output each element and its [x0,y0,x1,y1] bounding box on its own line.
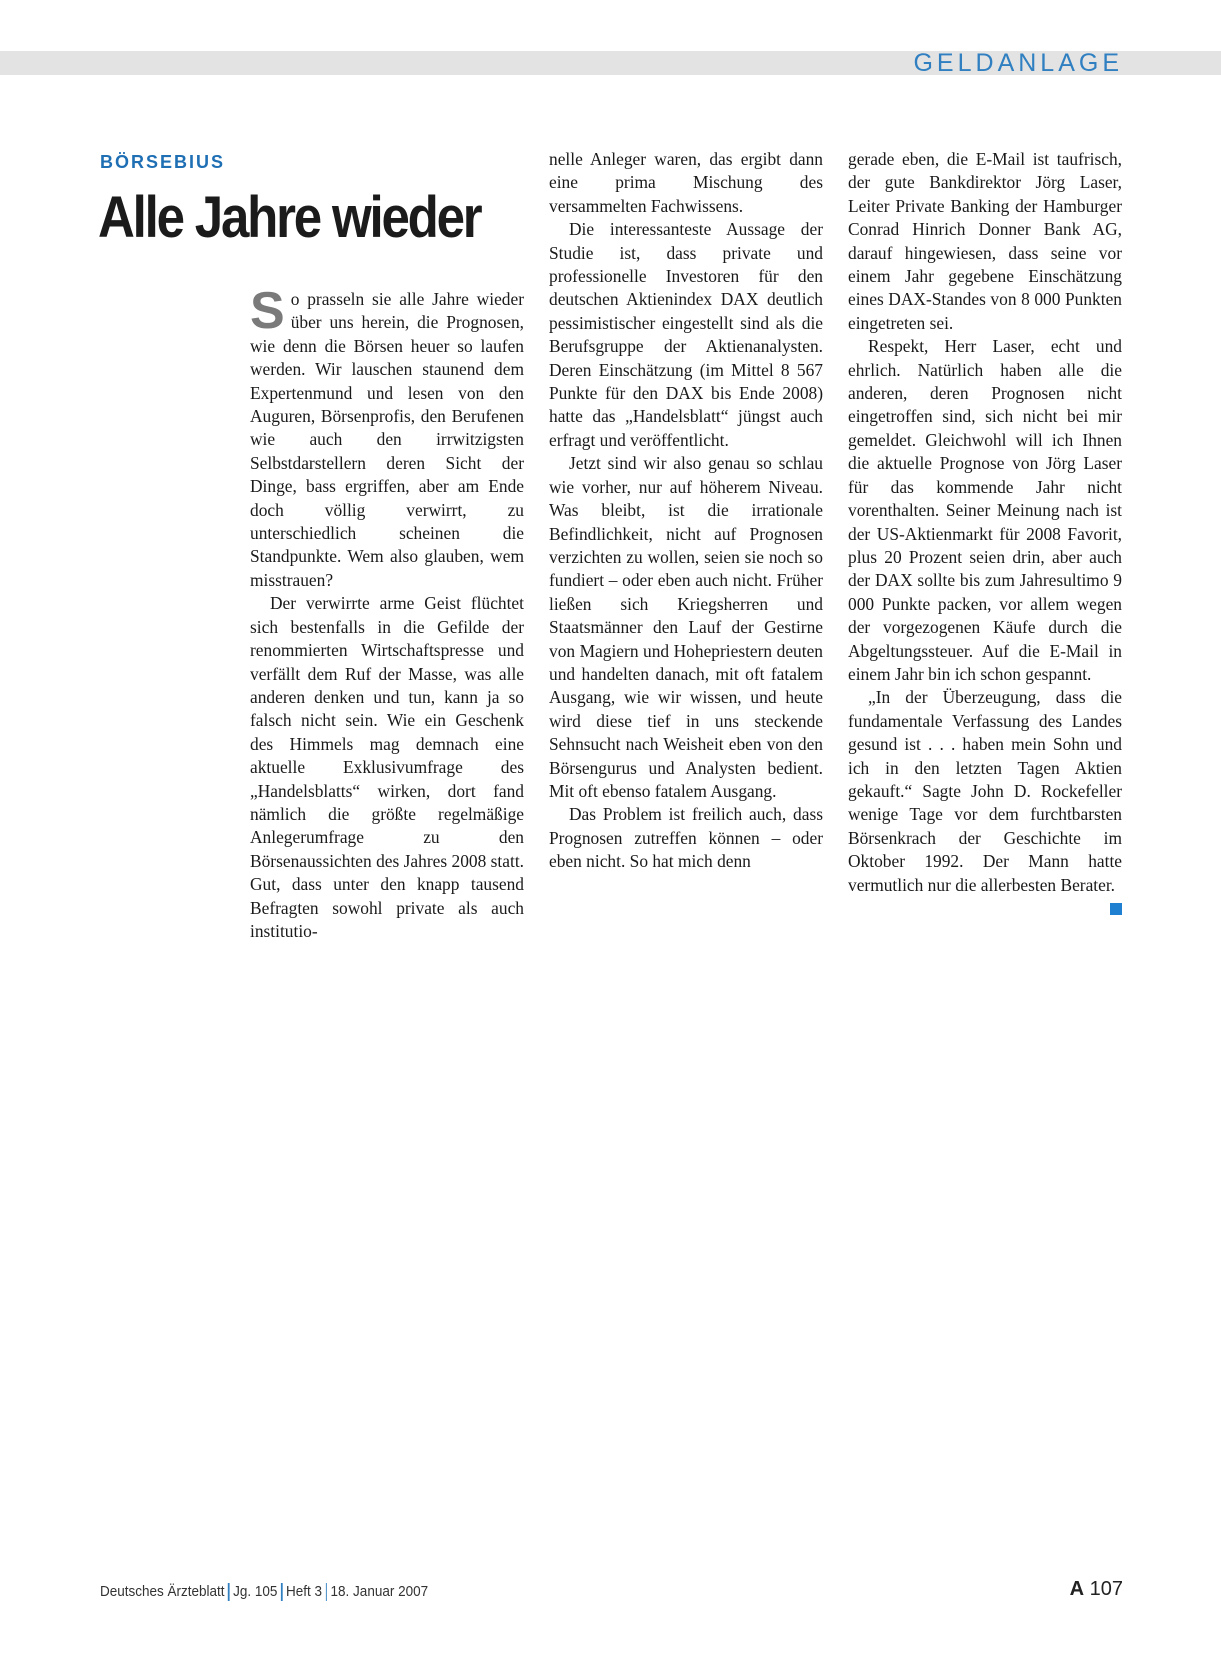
paragraph: gerade eben, die E-Mail ist taufrisch, der gute Bankdirektor Jörg Laser, Leiter Private Banking der Hamburger Conrad Hinrich Donner Bank AG, darauf hingewiesen, dass seine vor einem Jahr gegebene Einschätzung eines DAX-Standes von 8 000 Punkten eingetreten sei. [848,149,1122,333]
paragraph: „In der Überzeugung, dass die fundamentale Verfassung des Landes gesund ist . . . haben mein Sohn und ich in den letzten Tagen Aktien gekauft.“ Sagte John D. Rockefeller wenige Tage vor dem furchtbarsten Börsenkrach der Geschichte im Oktober 1992. Der Mann hatte vermutlich nur die allerbesten Berater. [848,686,1122,897]
footer-citation [100,1583,428,1601]
article-title: Alle Jahre wieder [98,185,481,250]
issue: Heft 3 [285,1583,322,1600]
paragraph: Respekt, Herr Laser, echt und ehrlich. Natürlich haben alle die anderen, deren Prognosen nicht eingetroffen sind, sich nicht bei mir gemeldet. Gleichwohl will ich Ihnen die aktuelle Prognose von Jörg Laser für das kommende Jahr nicht vorenthalten. Seiner Meinung nach ist der US-Aktienmarkt für 2008 Favorit, plus 20 Prozent seien drin, aber auch der DAX sollte bis zum Jahresultimo 9 000 Punkte packen, vor allem wegen der vorgezogenen Käufe durch die Abgeltungssteuer. Auf die E-Mail in einem Jahr bin ich schon gespannt. [848,336,1122,684]
journal-name: Deutsches Ärzteblatt [100,1583,225,1600]
end-mark-icon [1110,903,1122,915]
paragraph: nelle Anleger waren, das ergibt dann eine prima Mischung des versammelten Fachwissens. [549,149,823,216]
paragraph: Der verwirrte arme Geist flüchtet sich bestenfalls in die Gefilde der renommierten Wirtschaftspresse und verfällt dem Ruf der Masse, was alle anderen denken und tun, kann ja so falsch nicht sein. Wie ein Geschenk des Himmels mag demnach eine aktuelle Exklusivumfrage des „Handelsblatts“ wirken, dort fand nämlich die größte regelmäßige Anlegerumfrage zu den Börsenaussichten des Jahres 2008 statt. Gut, dass unter den knapp tausend Befragten sowohl private als auch institutio- [250,593,524,941]
article-column-3 [848,148,1122,915]
paragraph: Die interessanteste Aussage der Studie ist, dass private und professionelle Investoren für den deutschen Aktienindex DAX deutlich pessimistischer eingestellt sind als die Berufsgruppe der Aktienanalysten. Deren Einschätzung (im Mittel 8 567 Punkte für den DAX bis Ende 2008) hatte das „Handelsblatt“ jüngst auch erfragt und veröffentlicht. [549,219,823,450]
page-number: A 107 [1069,1578,1123,1600]
paragraph: So prasseln sie alle Jahre wieder über uns herein, die Prognosen, wie denn die Börsen heuer so laufen werden. Wir lauschen staunend dem Expertenmund und lesen von den Auguren, Börsenprofis, den Berufenen wie auch den irrwitzigsten Selbstdarstellern deren Sicht der Dinge, bass ergriffen, aber am Ende doch völlig verwirrt, zu unterschiedlich scheinen die Standpunkte. Wem also glauben, wem misstrauen? [250,282,524,590]
paragraph: Das Problem ist freilich auch, dass Prognosen zutreffen können – oder eben nicht. So hat mich denn [549,804,823,872]
volume: Jg. 105 [233,1583,278,1600]
paragraph: Jetzt sind wir also genau so schlau wie vorher, nur auf höherem Niveau. Was bleibt, ist die irrationale Befindlichkeit, nicht auf Prognosen verzichten zu wollen, seien sie noch so fundiert – oder eben auch nicht. Früher ließen sich Kriegsherren und Staatsmänner den Lauf der Gestirne von Magiern und Hohepriestern deuten und handelten danach, mit oft fatalem Ausgang, wie wir wissen, und heute wird diese tief in uns steckende Sehnsucht nach Weisheit eben von den Börsengurus und Analysten bedient. Mit oft ebenso fatalem Ausgang. [549,453,823,801]
article-column-2 [549,148,823,874]
drop-cap: S [250,282,285,340]
article-column-1 [250,282,524,943]
issue-date: 18. Januar 2007 [330,1583,429,1600]
section-label: GELDANLAGE [913,49,1123,77]
article-kicker: BÖRSEBIUS [100,152,226,172]
